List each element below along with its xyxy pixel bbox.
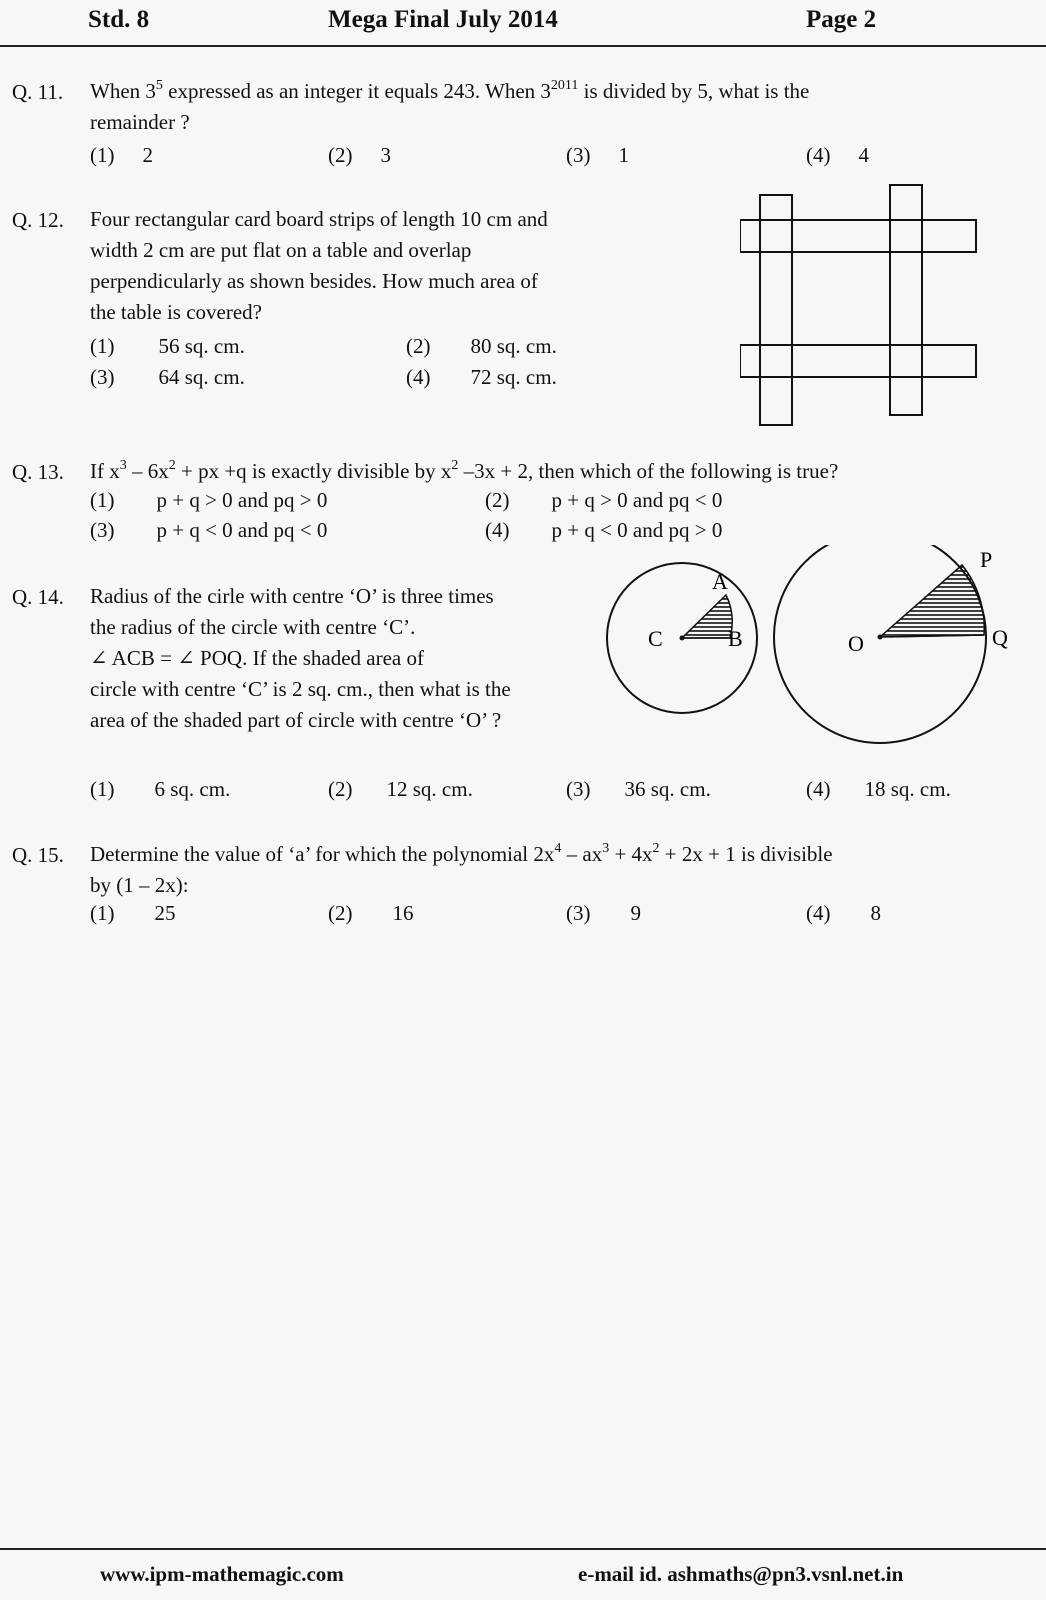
q13-text-2: – 6x xyxy=(126,459,169,483)
option-number: (4) xyxy=(806,143,831,167)
q12-number: Q. 12. xyxy=(12,208,64,232)
q13-text-4: –3x + 2, then which of the following is true? xyxy=(458,459,839,483)
q11-option-1 xyxy=(90,143,153,168)
q12-line-4: the table is covered? xyxy=(90,300,262,324)
option-value: 12 sq. cm. xyxy=(386,777,473,801)
q15-option-2 xyxy=(328,901,414,926)
option-value: 9 xyxy=(630,901,641,925)
q11-number: Q. 11. xyxy=(12,80,64,104)
q13-text-3: + px +q is exactly divisible by x xyxy=(175,459,452,483)
option-number: (3) xyxy=(90,365,115,389)
q13-option-4 xyxy=(485,518,722,543)
option-number: (2) xyxy=(328,901,353,925)
option-value: 80 sq. cm. xyxy=(470,334,557,358)
q12-option-3 xyxy=(90,365,245,390)
option-value: 16 xyxy=(392,901,414,925)
option-number: (1) xyxy=(90,901,115,925)
q11-text xyxy=(90,76,1030,138)
q14-option-1 xyxy=(90,777,230,802)
option-number: (4) xyxy=(485,518,510,542)
q13-text xyxy=(90,456,1040,487)
option-value: 56 sq. cm. xyxy=(158,334,245,358)
q15-exp-3: 2 xyxy=(652,841,660,856)
q14-circles-diagram xyxy=(600,545,1040,795)
q15-text-1: Determine the value of ‘a’ for which the polynomial 2x xyxy=(90,842,555,866)
option-number: (4) xyxy=(806,901,831,925)
option-value: p + q > 0 and pq > 0 xyxy=(156,488,328,512)
option-value: 2 xyxy=(142,143,153,167)
footer-website: www.ipm-mathemagic.com xyxy=(100,1562,344,1586)
header-title: Mega Final July 2014 xyxy=(328,6,558,33)
q15-exp-1: 4 xyxy=(554,841,562,856)
option-value: 64 sq. cm. xyxy=(158,365,245,389)
label-A: A xyxy=(712,569,728,594)
option-value: p + q < 0 and pq > 0 xyxy=(551,518,723,542)
q11-exp-b: 2011 xyxy=(550,78,579,93)
q12-line-3: perpendicularly as shown besides. How much area of xyxy=(90,269,538,293)
option-value: 72 sq. cm. xyxy=(470,365,557,389)
q12-option-4 xyxy=(406,365,557,390)
q14-option-3 xyxy=(566,777,711,802)
footer-email: e-mail id. ashmaths@pn3.vsnl.net.in xyxy=(578,1562,904,1586)
strip-horizontal-bottom xyxy=(740,345,976,377)
option-number: (4) xyxy=(406,365,431,389)
q14-line-5: area of the shaded part of circle with centre ‘O’ ? xyxy=(90,708,502,732)
option-number: (3) xyxy=(566,143,591,167)
option-value: 8 xyxy=(870,901,881,925)
option-value: 36 sq. cm. xyxy=(624,777,711,801)
q12-option-1 xyxy=(90,334,245,359)
q14-line-3: ∠ ACB = ∠ POQ. If the shaded area of xyxy=(90,646,424,670)
small-shaded-sector xyxy=(682,595,732,638)
option-number: (2) xyxy=(485,488,510,512)
q13-exp-1: 3 xyxy=(119,458,127,473)
q11-option-2 xyxy=(328,143,391,168)
option-number: (1) xyxy=(90,334,115,358)
label-P: P xyxy=(980,547,993,572)
q14-line-2: the radius of the circle with centre ‘C’. xyxy=(90,615,416,639)
q15-option-3 xyxy=(566,901,641,926)
q11-text-a: When 3 xyxy=(90,79,156,103)
option-number: (4) xyxy=(806,777,831,801)
option-number: (3) xyxy=(90,518,115,542)
q13-exp-2: 2 xyxy=(168,458,176,473)
q11-option-4 xyxy=(806,143,869,168)
header-std: Std. 8 xyxy=(88,6,150,33)
option-value: 1 xyxy=(618,143,629,167)
q13-option-1 xyxy=(90,488,327,513)
q13-exp-3: 2 xyxy=(451,458,459,473)
label-B: B xyxy=(728,626,743,651)
q13-number: Q. 13. xyxy=(12,460,64,484)
q15-option-4 xyxy=(806,901,881,926)
q15-text-3: + 4x xyxy=(609,842,653,866)
option-number: (3) xyxy=(566,901,591,925)
q15-number: Q. 15. xyxy=(12,843,64,867)
header-rule xyxy=(0,45,1046,47)
option-value: 3 xyxy=(380,143,391,167)
q14-line-4: circle with centre ‘C’ is 2 sq. cm., then what is the xyxy=(90,677,511,701)
q14-number: Q. 14. xyxy=(12,585,64,609)
q12-line-2: width 2 cm are put flat on a table and overlap xyxy=(90,238,472,262)
option-number: (2) xyxy=(328,777,353,801)
option-value: p + q < 0 and pq < 0 xyxy=(156,518,328,542)
header-page: Page 2 xyxy=(806,6,877,33)
q14-line-1: Radius of the cirle with centre ‘O’ is three times xyxy=(90,584,494,608)
q15-option-1 xyxy=(90,901,176,926)
q15-exp-2: 3 xyxy=(602,841,610,856)
option-number: (1) xyxy=(90,777,115,801)
q15-text-4: + 2x + 1 is divisible xyxy=(659,842,833,866)
q11-exp-a: 5 xyxy=(155,78,163,93)
q14-text xyxy=(90,581,630,736)
option-value: p + q > 0 and pq < 0 xyxy=(551,488,723,512)
q12-line-1: Four rectangular card board strips of length 10 cm and xyxy=(90,207,548,231)
option-number: (3) xyxy=(566,777,591,801)
strip-horizontal-top xyxy=(740,220,976,252)
q15-text xyxy=(90,839,1040,901)
option-value: 18 sq. cm. xyxy=(864,777,951,801)
label-C: C xyxy=(648,626,663,651)
large-shaded-sector xyxy=(880,565,984,637)
option-number: (2) xyxy=(328,143,353,167)
q13-option-3 xyxy=(90,518,327,543)
option-number: (1) xyxy=(90,143,115,167)
label-Q: Q xyxy=(992,625,1008,650)
q11-text-b: expressed as an integer it equals 243. When 3 xyxy=(162,79,551,103)
q13-option-2 xyxy=(485,488,722,513)
q15-text-2: – ax xyxy=(561,842,603,866)
option-value: 6 sq. cm. xyxy=(154,777,231,801)
option-number: (1) xyxy=(90,488,115,512)
q12-text xyxy=(90,204,690,328)
q11-option-3 xyxy=(566,143,629,168)
q14-option-4 xyxy=(806,777,951,802)
option-value: 25 xyxy=(154,901,176,925)
q12-option-2 xyxy=(406,334,557,359)
footer-rule xyxy=(0,1548,1046,1550)
q11-text-line2: remainder ? xyxy=(90,110,190,134)
label-O: O xyxy=(848,631,864,656)
q11-text-c: is divided by 5, what is the xyxy=(578,79,810,103)
q13-text-1: If x xyxy=(90,459,120,483)
option-value: 4 xyxy=(858,143,869,167)
q15-text-line2: by (1 – 2x): xyxy=(90,873,189,897)
q14-option-2 xyxy=(328,777,473,802)
option-number: (2) xyxy=(406,334,431,358)
q12-strips-diagram xyxy=(740,175,990,435)
